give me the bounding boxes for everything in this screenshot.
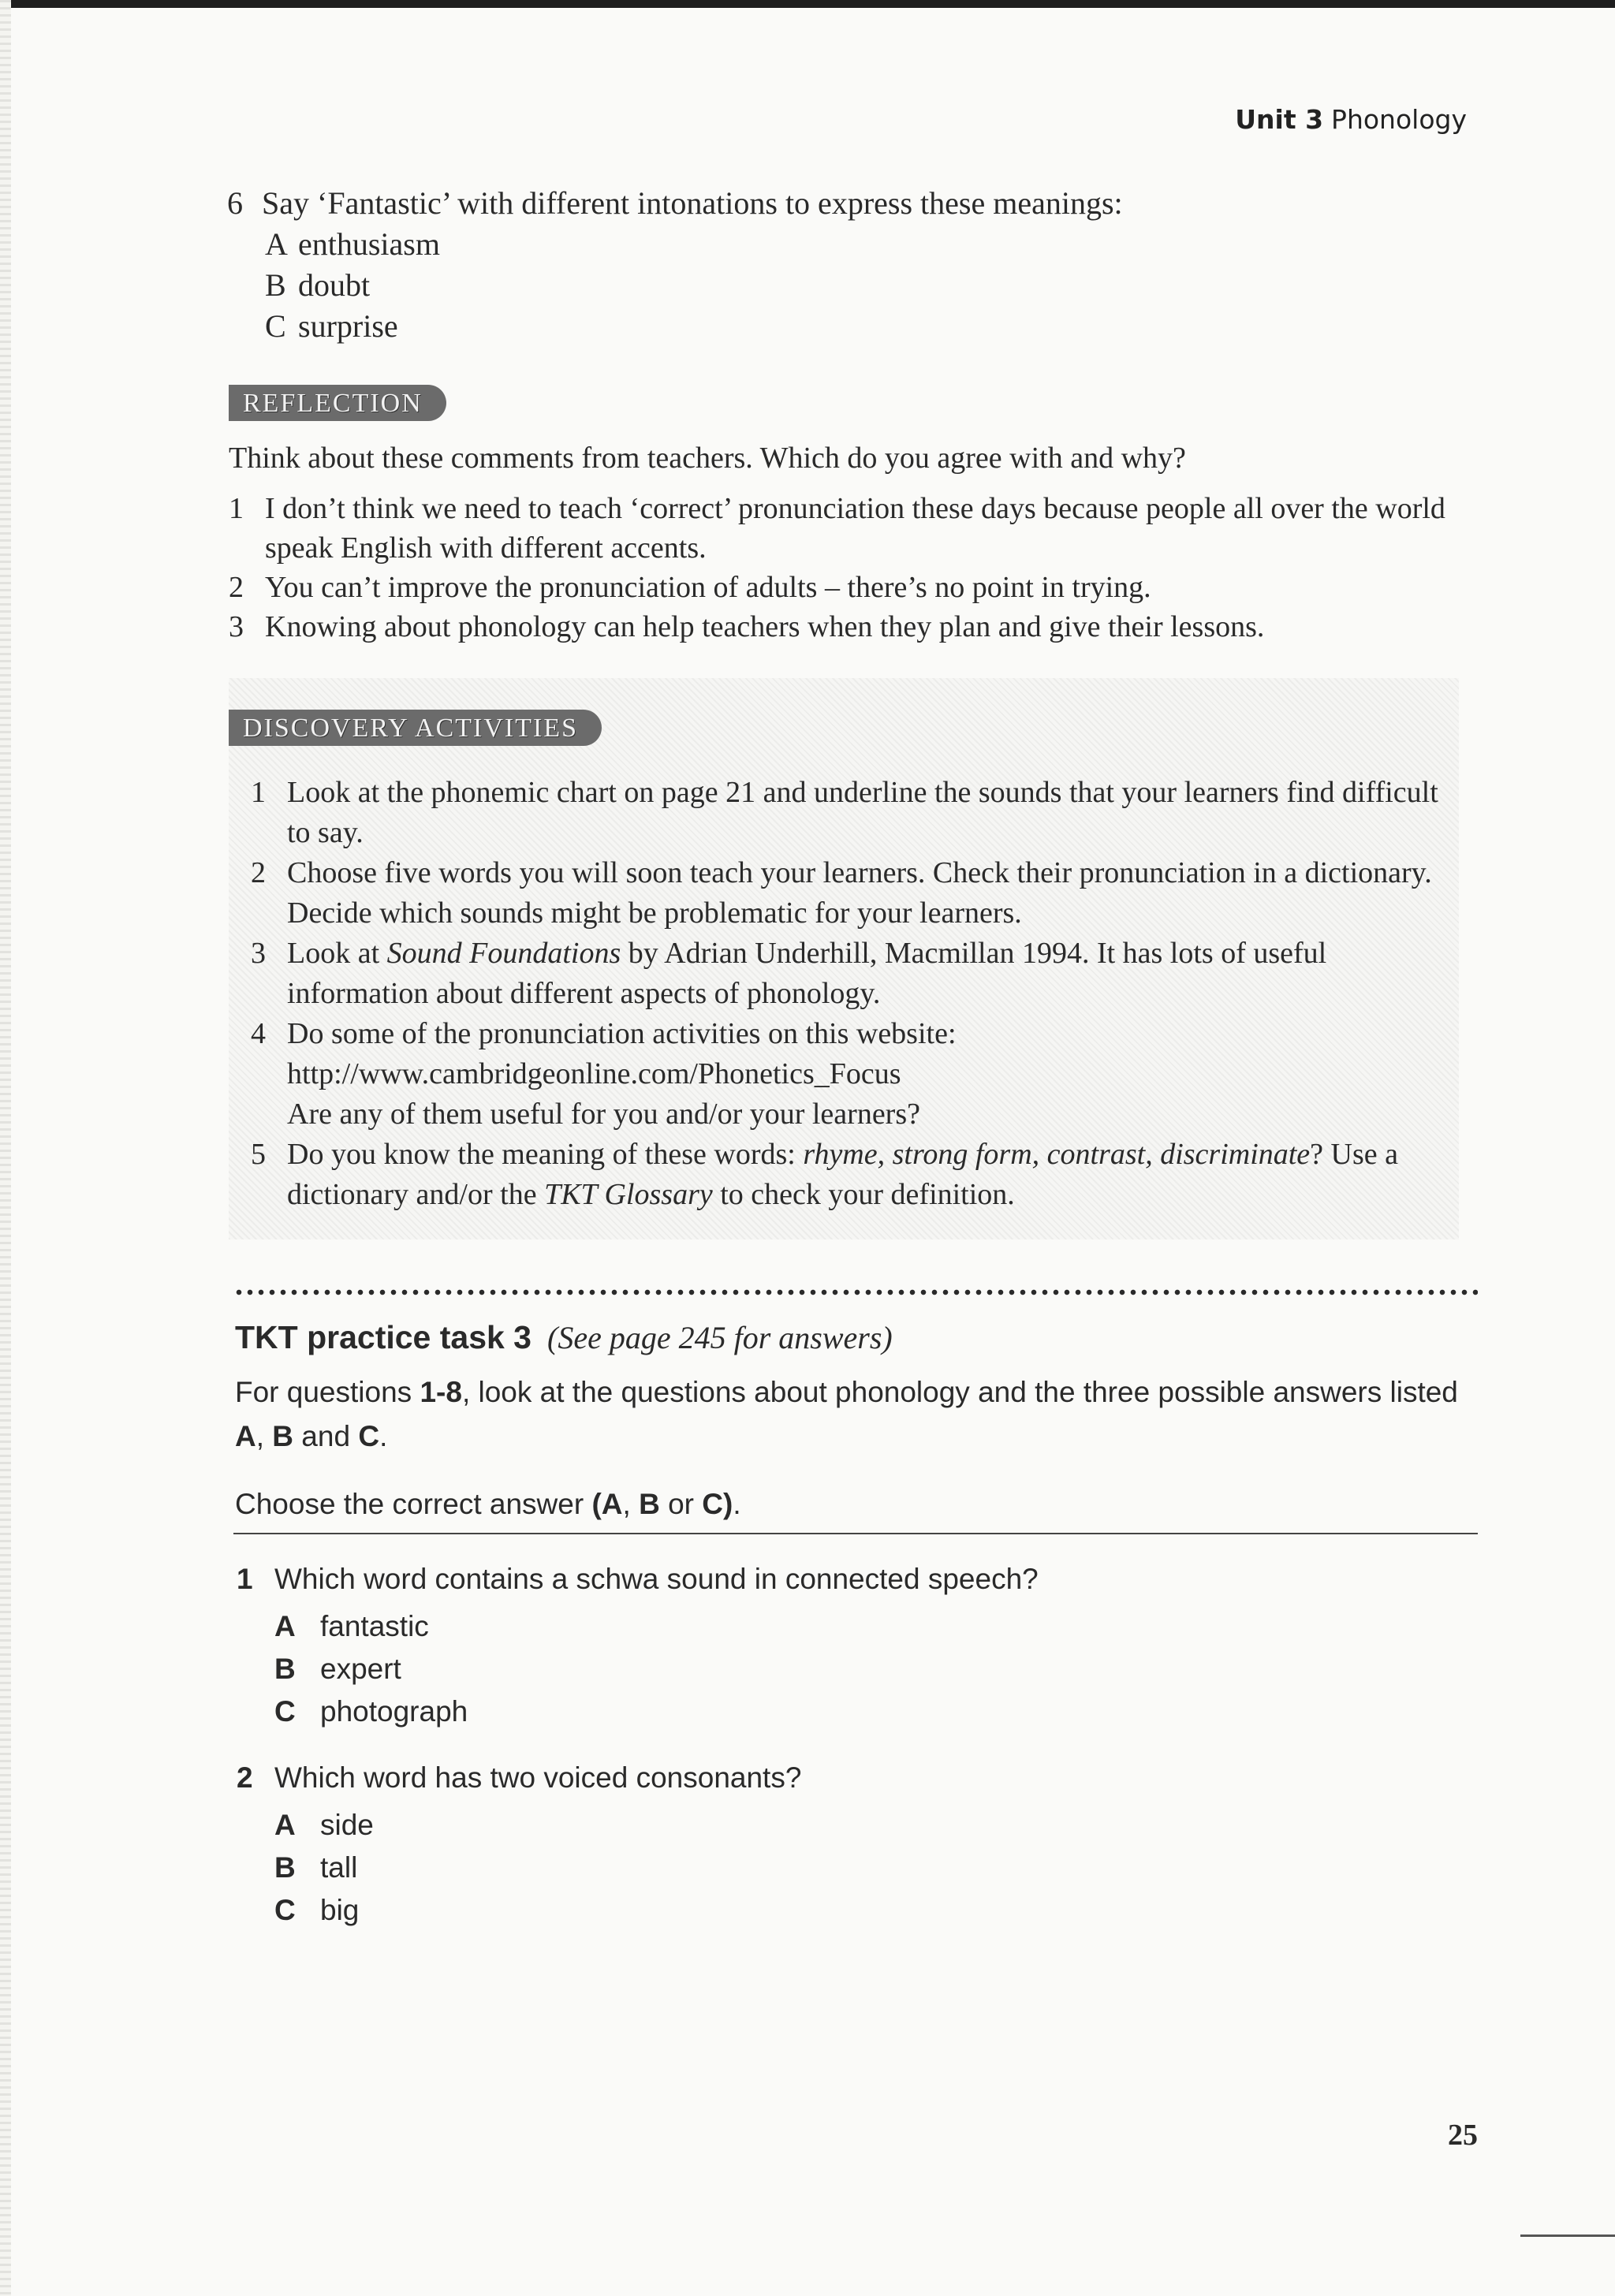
unit-title: Phonology: [1331, 104, 1467, 135]
unit-label: Unit 3: [1235, 104, 1324, 135]
item-number: 6: [227, 185, 243, 221]
option-letter: B: [274, 1851, 296, 1884]
text-run: ,: [622, 1488, 640, 1520]
item-number: 3: [229, 610, 244, 643]
answer-options: [274, 1605, 1039, 1733]
option-row: [246, 265, 1123, 306]
discovery-list: [251, 773, 1449, 1215]
letter-b: B: [272, 1420, 294, 1452]
option-letter: A: [265, 226, 288, 262]
option-letter: B: [265, 267, 286, 303]
book-title: Sound Foundations: [386, 937, 621, 970]
answer-option: [274, 1889, 801, 1932]
text-run: and: [293, 1420, 359, 1452]
option-text: photograph: [320, 1695, 468, 1728]
item-text: [287, 934, 1449, 1014]
website-url: http://www.cambridgeonline.com/Phonetics_Focus: [287, 1057, 901, 1090]
running-header: [1235, 104, 1467, 135]
option-text: side: [320, 1809, 374, 1841]
option-letter: C: [274, 1695, 296, 1728]
letter-c: C: [358, 1420, 380, 1452]
question-range: 1-8: [420, 1376, 462, 1408]
answer-option: [274, 1648, 1039, 1690]
answer-option: [274, 1690, 1039, 1733]
text-run: or: [659, 1488, 703, 1520]
item-number: 2: [251, 856, 266, 889]
dotted-divider: [233, 1288, 1478, 1296]
bottom-edge-mark: [1520, 2234, 1615, 2237]
item-number: 5: [251, 1138, 266, 1171]
question-text: Which word contains a schwa sound in connected speech?: [274, 1563, 1039, 1595]
text-run: .: [379, 1420, 388, 1452]
text-run: .: [733, 1488, 741, 1520]
reflection-intro: Think about these comments from teachers. Which do you agree with and why?: [229, 442, 1186, 475]
item-6: [227, 183, 1123, 347]
item-text: I don’t think we need to teach ‘correct’ pronunciation these days because people all over the world speak English with different accents.: [265, 492, 1445, 565]
question-2: [237, 1761, 801, 1932]
option-letter: A: [274, 1809, 296, 1841]
option-letter: B: [274, 1653, 296, 1685]
answer-option: [274, 1804, 801, 1847]
answers-reference: (See page 245 for answers): [547, 1320, 893, 1355]
item-text: Look at the phonemic chart on page 21 and underline the sounds that your learners find difficult to say.: [287, 776, 1438, 849]
text-run: , look at the questions about phonology and the three possible answers listed: [461, 1376, 1458, 1408]
top-edge-shadow: [0, 0, 1615, 8]
list-item: [251, 934, 1449, 1014]
paren-close: ): [723, 1488, 733, 1520]
list-item: [251, 853, 1449, 934]
task-heading: [235, 1318, 893, 1356]
item-number: 2: [229, 571, 244, 604]
text-run: by Adrian Underhill, Macmillan 1994. It has lots of useful information about different aspects of phonology.: [287, 937, 1327, 1010]
option-text: enthusiasm: [298, 226, 440, 262]
answer-options: [274, 1804, 801, 1932]
item-text: Knowing about phonology can help teachers when they plan and give their lessons.: [265, 610, 1265, 643]
paren-open: (: [591, 1488, 602, 1520]
letter-a: A: [601, 1488, 623, 1520]
list-item: [229, 607, 1475, 647]
option-text: big: [320, 1894, 360, 1926]
option-text: tall: [320, 1851, 358, 1884]
question-number: 2: [237, 1761, 253, 1794]
text-run: Do some of the pronunciation activities on this website:: [287, 1017, 957, 1050]
question-stem: [237, 1563, 1039, 1596]
item-number: 1: [229, 492, 244, 525]
task-instruction-1: [235, 1370, 1465, 1459]
list-item: [251, 773, 1449, 853]
page-number: 25: [1448, 2119, 1478, 2152]
text-run: to check your definition.: [712, 1178, 1015, 1211]
reflection-list: [229, 489, 1475, 647]
letter-a: A: [235, 1420, 256, 1452]
text-run: Do you know the meaning of these words:: [287, 1138, 804, 1171]
answer-option: [274, 1605, 1039, 1648]
option-text: doubt: [298, 267, 371, 303]
text-run: Choose the correct answer: [235, 1488, 592, 1520]
section-divider: [233, 1533, 1478, 1534]
question-1: [237, 1563, 1039, 1733]
task-instruction-2: [235, 1482, 1465, 1526]
answer-option: [274, 1847, 801, 1889]
glossary-terms: rhyme, strong form, contrast, discriminate: [803, 1138, 1311, 1171]
question-stem: [237, 1761, 801, 1795]
item-text: [287, 1014, 957, 1135]
item-text: Choose five words you will soon teach your learners. Check their pronunciation in a dictionary. Decide which sounds might be problematic for your learners.: [287, 856, 1432, 930]
item-number: 4: [251, 1017, 266, 1050]
text-run: Are any of them useful for you and/or your learners?: [287, 1098, 920, 1131]
list-item: [251, 1135, 1449, 1215]
option-row: [246, 224, 1123, 265]
letter-c: C: [702, 1488, 723, 1520]
item-text: [287, 1135, 1449, 1215]
question-text: Which word has two voiced consonants?: [274, 1761, 802, 1794]
item-text: Say ‘Fantastic’ with different intonations to express these meanings:: [262, 185, 1123, 221]
list-item: [229, 489, 1475, 568]
text-run: Look at: [287, 937, 387, 970]
item-text: You can’t improve the pronunciation of adults – there’s no point in trying.: [265, 571, 1151, 604]
text-run: ,: [255, 1420, 273, 1452]
question-number: 1: [237, 1563, 253, 1595]
option-text: fantastic: [320, 1610, 429, 1642]
item-number: 1: [251, 776, 266, 809]
text-run: For questions: [235, 1376, 420, 1408]
left-edge-shadow: [0, 0, 11, 2296]
option-row: [246, 306, 1123, 347]
item-number: 3: [251, 937, 266, 970]
option-letter: C: [274, 1894, 296, 1926]
option-letter: A: [274, 1610, 296, 1642]
list-item: [251, 1014, 1449, 1135]
text-run: ? Use a dictionary and/or the: [287, 1138, 1399, 1211]
reflection-heading: REFLECTION: [229, 385, 446, 421]
glossary-title: TKT Glossary: [544, 1178, 713, 1211]
discovery-heading: DISCOVERY ACTIVITIES: [229, 710, 602, 746]
list-item: [229, 568, 1475, 607]
item-6-stem: [227, 183, 1123, 224]
task-title: TKT practice task 3: [235, 1319, 531, 1355]
option-letter: C: [265, 308, 286, 344]
option-text: surprise: [298, 308, 398, 344]
option-text: expert: [320, 1653, 401, 1685]
letter-b: B: [639, 1488, 660, 1520]
